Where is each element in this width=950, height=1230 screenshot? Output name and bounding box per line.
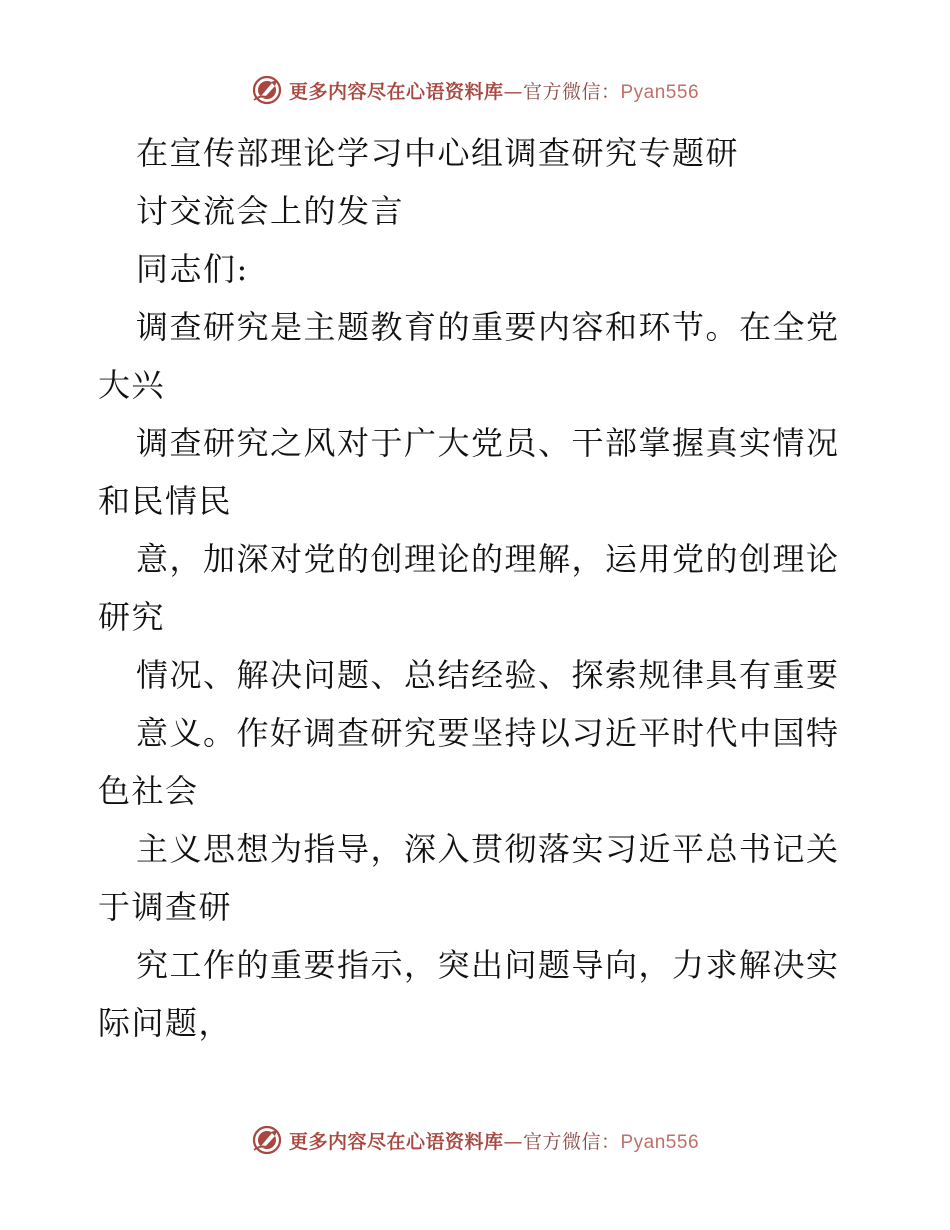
header-banner <box>0 70 950 110</box>
banner-wechat-id: Pyan556 <box>620 1131 700 1153</box>
quill-pen-logo-icon <box>251 74 283 106</box>
document-line: 主义思想为指导，深入贯彻落实习近平总书记关 <box>136 830 840 868</box>
document-line: 在宣传部理论学习中心组调查研究专题研 <box>136 134 740 172</box>
document-line: 色社会 <box>98 772 199 810</box>
document-line: 情况、解决问题、总结经验、探索规律具有重要 <box>136 656 840 694</box>
banner-text <box>289 1127 699 1154</box>
banner-text <box>289 77 699 104</box>
banner-separator: — <box>503 1130 523 1153</box>
document-line: 讨交流会上的发言 <box>136 192 405 230</box>
document-line: 和民情民 <box>98 482 233 520</box>
document-line: 调查研究之风对于广大党员、干部掌握真实情况 <box>136 424 840 462</box>
document-line: 意，加深对党的创理论的理解，运用党的创理论 <box>136 540 840 578</box>
document-body <box>98 124 858 1052</box>
document-line: 同志们: <box>136 250 249 288</box>
document-line: 大兴 <box>98 366 166 404</box>
document-line: 于调查研 <box>98 888 233 926</box>
banner-main-text: 更多内容尽在心语资料库 <box>288 80 504 103</box>
banner-wechat-id: Pyan556 <box>620 81 700 103</box>
document-line: 意义。作好调查研究要坚持以习近平时代中国特 <box>136 714 840 752</box>
banner-main-text: 更多内容尽在心语资料库 <box>288 1130 504 1153</box>
banner-separator: — <box>503 80 523 103</box>
document-line: 研究 <box>98 598 166 636</box>
document-line: 究工作的重要指示，突出问题导向，力求解决实 <box>136 946 840 984</box>
footer-banner <box>0 1120 950 1160</box>
document-line: 际问题， <box>98 1004 233 1042</box>
banner-wechat-label: 官方微信： <box>522 1130 621 1153</box>
quill-pen-logo-icon <box>251 1124 283 1156</box>
document-line: 调查研究是主题教育的重要内容和环节。在全党 <box>136 308 840 346</box>
banner-wechat-label: 官方微信： <box>522 80 621 103</box>
